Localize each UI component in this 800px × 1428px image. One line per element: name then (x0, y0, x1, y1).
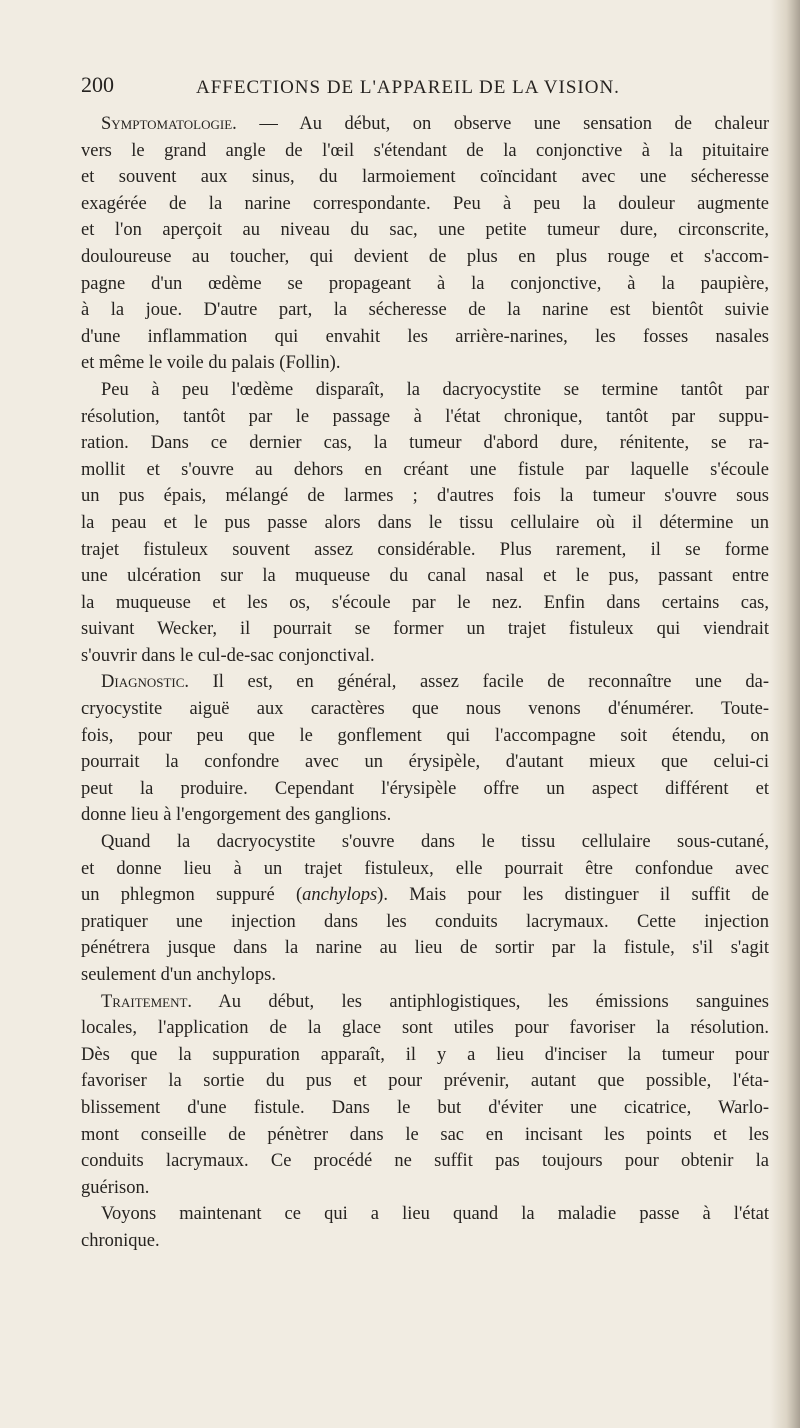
text-line: ration. Dans ce dernier cas, la tumeur d'abord dure, rénitente, se ra- (81, 433, 769, 454)
paragraph-evolution (81, 377, 769, 670)
text-line: résolution, tantôt par le passage à l'état chronique, tantôt par suppu- (81, 406, 769, 427)
text-line: Diagnostic. Il est, en général, assez facile de reconnaître une da- (101, 672, 769, 693)
text-line: Dès que la suppuration apparaît, il y a lieu d'inciser la tumeur pour (81, 1044, 769, 1065)
running-title: AFFECTIONS DE L'APPAREIL DE LA VISION. (196, 77, 620, 98)
page-body (81, 111, 769, 1255)
text-line: blissement d'une fistule. Dans le but d'éviter une cicatrice, Warlo- (81, 1097, 769, 1118)
paragraph-symptomatologie (81, 111, 769, 377)
paragraph-conclusion (81, 1201, 769, 1254)
text-line: seulement d'un anchylops. (81, 965, 276, 985)
italic-term: anchylops (302, 885, 378, 906)
text-line: vers le grand angle de l'œil s'étendant de la conjonctive à la pituitaire (81, 140, 769, 161)
paragraph-phlegmon (81, 829, 769, 989)
text-line: Symptomatologie. — Au début, on observe une sensation de chaleur (101, 114, 769, 134)
text-line: la muqueuse et les os, s'écoule par le nez. Enfin dans certains cas, (81, 592, 769, 613)
text-line: pratiquer une injection dans les conduits lacrymaux. Cette injection (81, 911, 769, 932)
text-line: Traitement. Au début, les antiphlogistiques, les émissions sanguines (101, 991, 769, 1012)
text-line: favoriser la sortie du pus et pour prévenir, autant que possible, l'éta- (81, 1071, 769, 1092)
text-line: locales, l'application de la glace sont utiles pour favoriser la résolution. (81, 1018, 769, 1039)
section-heading: Symptomatologie. (101, 114, 237, 134)
text-line: et même le voile du palais (Follin). (81, 353, 341, 374)
text-line: un pus épais, mélangé de larmes ; d'autres fois la tumeur s'ouvre sous (81, 486, 769, 507)
text-line: un phlegmon suppuré (anchylops). Mais pour les distinguer il suffit de (81, 885, 769, 906)
text-line: pagne d'un œdème se propageant à la conjonctive, à la paupière, (81, 273, 769, 294)
page-number: 200 (81, 72, 114, 97)
text-line: Peu à peu l'œdème disparaît, la dacryocystite se termine tantôt par (101, 379, 769, 400)
text-line: conduits lacrymaux. Ce procédé ne suffit pas toujours pour obtenir la (81, 1151, 769, 1172)
text-line: donne lieu à l'engorgement des ganglions. (81, 805, 392, 826)
text-line: mont conseille de pénètrer dans le sac en incisant les points et les (81, 1124, 769, 1145)
text-line: pénétrera jusque dans la narine au lieu de sortir par la fistule, s'il s'agit (81, 938, 769, 959)
page-edge-shadow (770, 0, 800, 1428)
text-line: mollit et s'ouvre au dehors en créant une fistule par laquelle s'écoule (81, 459, 769, 480)
text-line: Quand la dacryocystite s'ouvre dans le tissu cellulaire sous-cutané, (101, 832, 769, 853)
section-heading: Traitement. (101, 991, 193, 1012)
text-line: s'ouvrir dans le cul-de-sac conjonctival. (81, 645, 375, 666)
text-line: Voyons maintenant ce qui a lieu quand la maladie passe à l'état (101, 1204, 769, 1225)
text-line: pourrait la confondre avec un érysipèle, d'autant mieux que celui-ci (81, 752, 769, 773)
text-line: à la joue. D'autre part, la sécheresse de la narine est bientôt suivie (81, 300, 769, 321)
paragraph-diagnostic (81, 669, 769, 829)
text-line: douloureuse au toucher, qui devient de plus en plus rouge et s'accom- (81, 246, 769, 267)
text-line: suivant Wecker, il pourrait se former un trajet fistuleux qui viendrait (81, 619, 769, 640)
text-line: la peau et le pus passe alors dans le tissu cellulaire où il détermine un (81, 512, 769, 533)
text-line: une ulcération sur la muqueuse du canal nasal et le pus, passant entre (81, 566, 769, 587)
text-line: et l'on aperçoit au niveau du sac, une petite tumeur dure, circonscrite, (81, 220, 769, 241)
text-line: trajet fistuleux souvent assez considérable. Plus rarement, il se forme (81, 539, 769, 560)
text-line: et donne lieu à un trajet fistuleux, elle pourrait être confondue avec (81, 858, 769, 879)
text-line: d'une inflammation qui envahit les arrière-narines, les fosses nasales (81, 326, 769, 347)
text-line: cryocystite aiguë aux caractères que nous venons d'énumérer. Toute- (81, 699, 769, 720)
text-line: exagérée de la narine correspondante. Peu à peu la douleur augmente (81, 193, 769, 214)
section-heading: Diagnostic. (101, 672, 190, 693)
text-line: guérison. (81, 1177, 150, 1198)
page-header (81, 72, 781, 102)
text-line: chronique. (81, 1230, 160, 1251)
text-line: et souvent aux sinus, du larmoiement coïncidant avec une sécheresse (81, 167, 769, 188)
text-line: fois, pour peu que le gonflement qui l'accompagne soit étendu, on (81, 725, 769, 746)
text-line: peut la produire. Cependant l'érysipèle offre un aspect différent et (81, 778, 769, 799)
paragraph-traitement (81, 989, 769, 1202)
